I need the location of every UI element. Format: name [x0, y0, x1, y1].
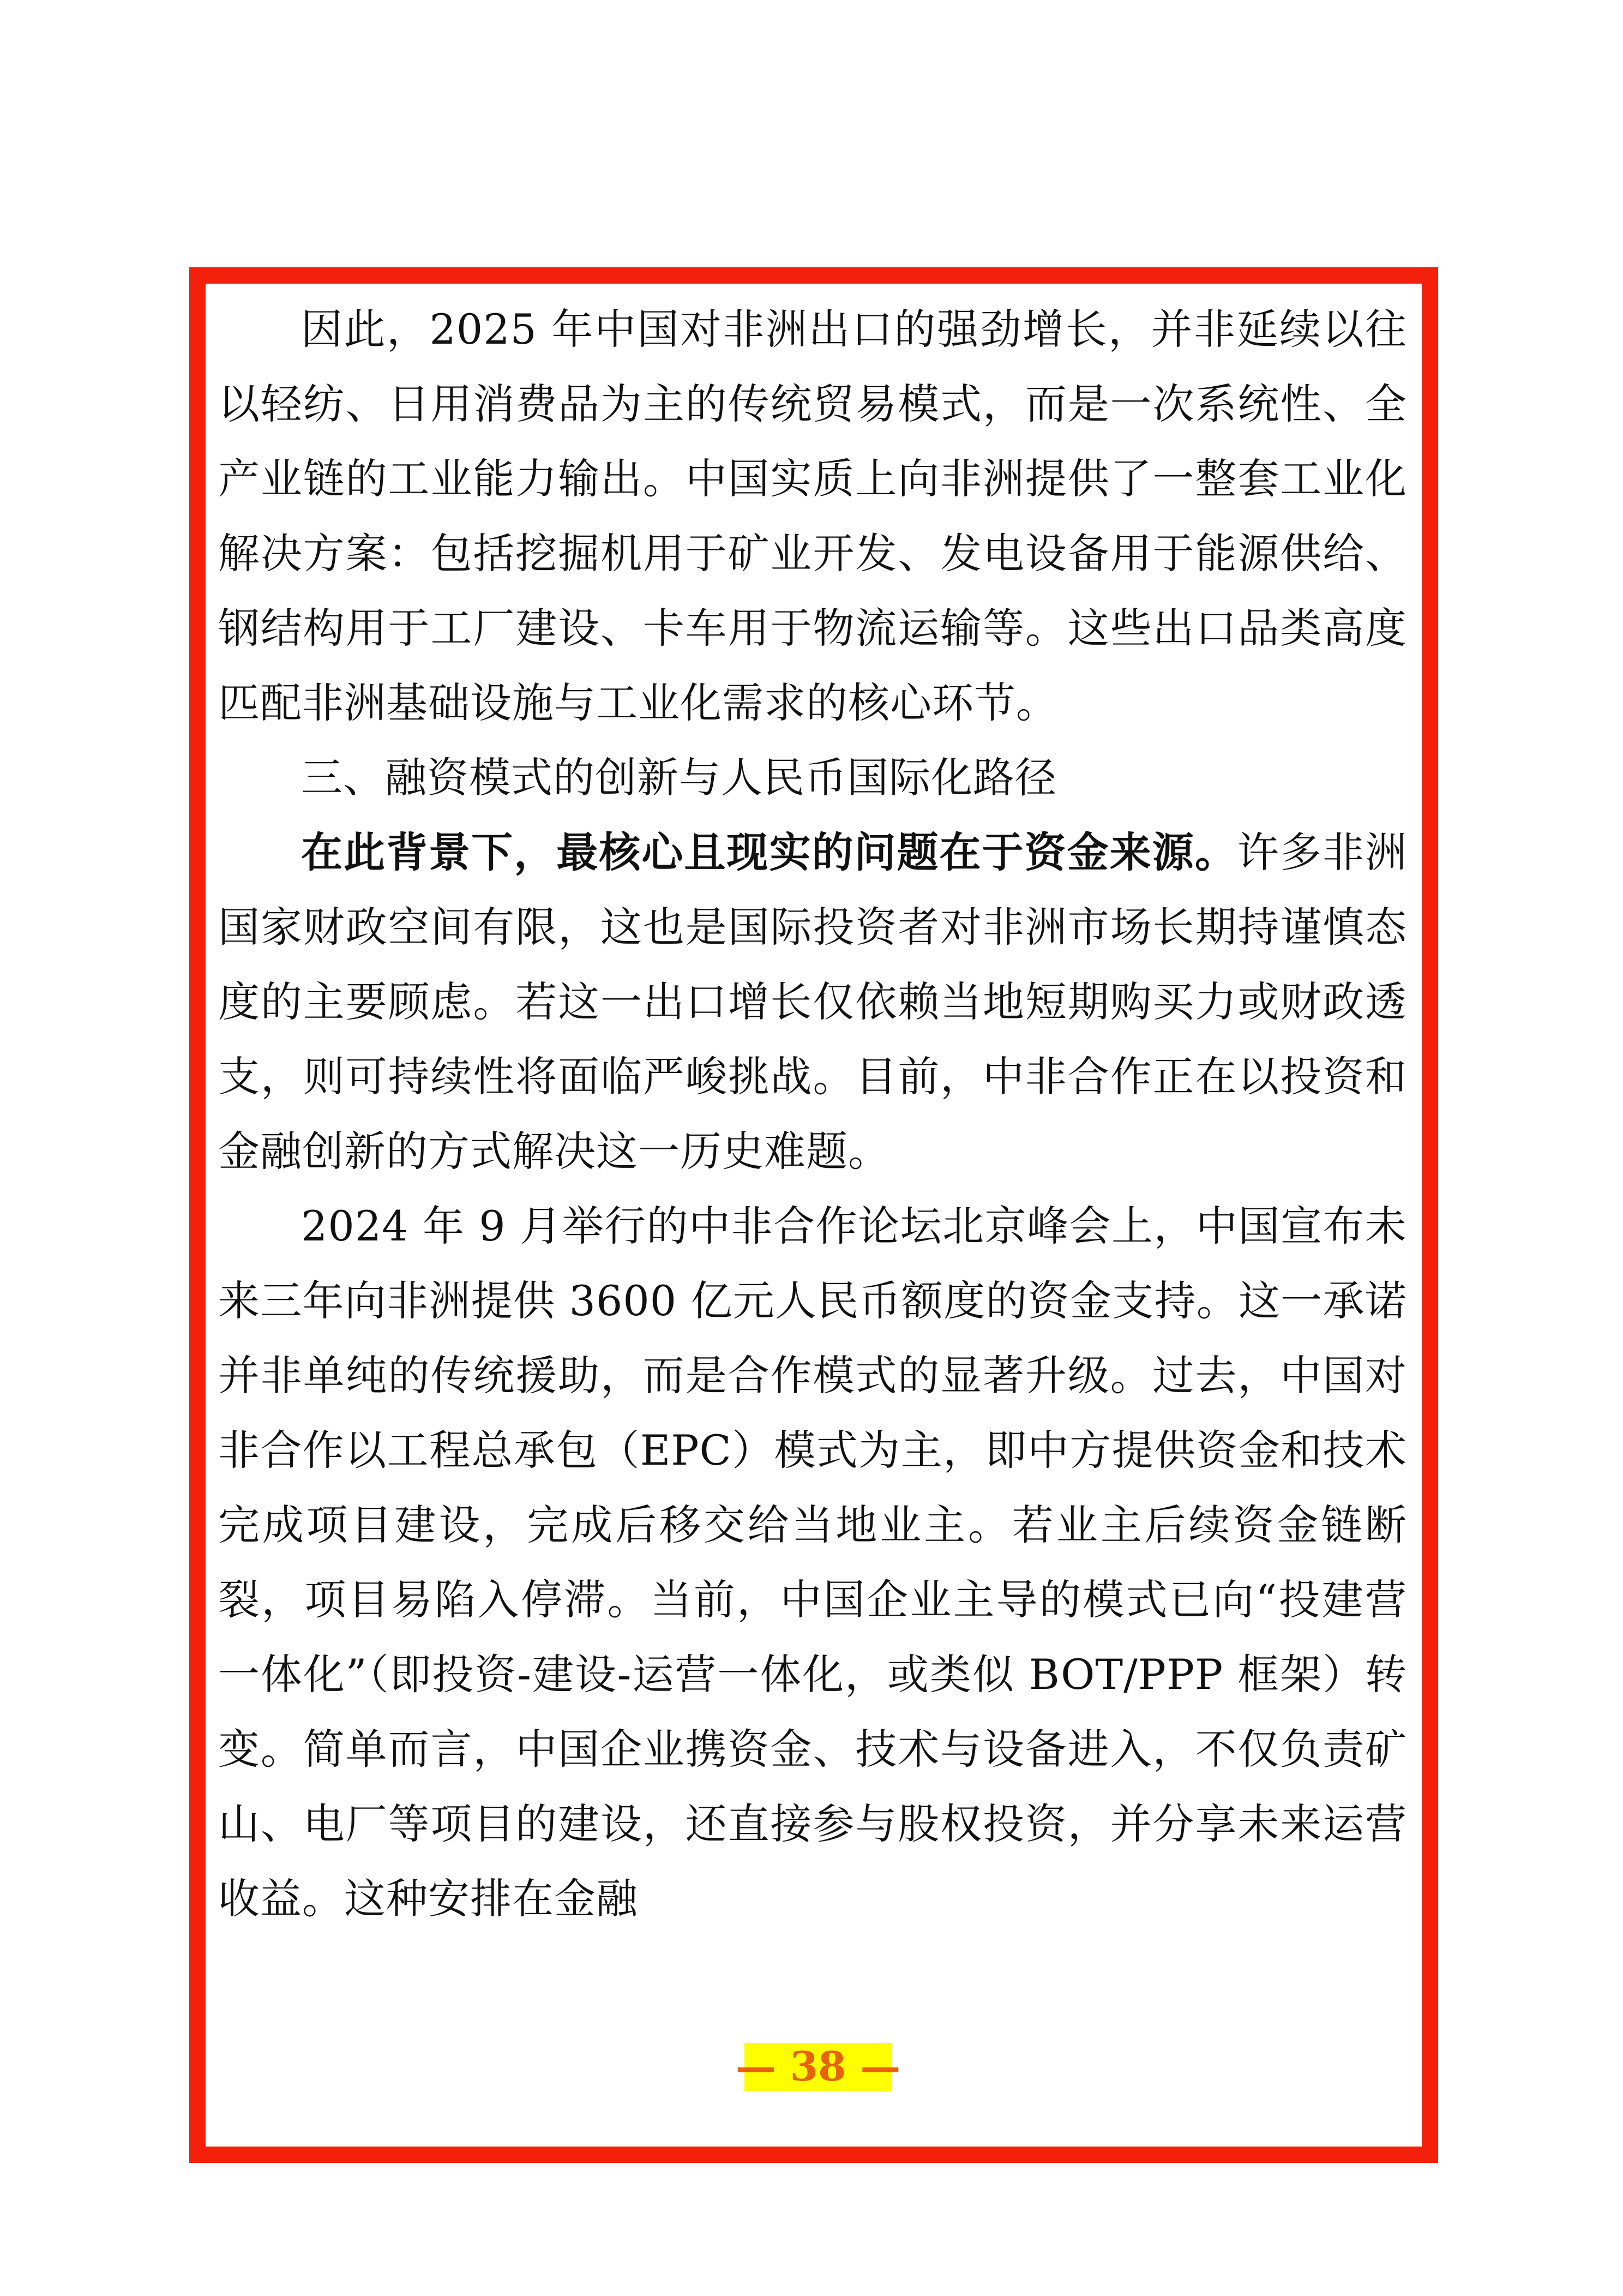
document-body	[218, 292, 1407, 1936]
paragraph-lead-bold: 在此背景下，最核心且现实的问题在于资金来源。	[301, 828, 1237, 877]
section-heading: 三、融资模式的创新与人民币国际化路径	[301, 753, 1057, 802]
paragraph-funding-source	[218, 815, 1407, 1189]
page-number-badge: — 38 —	[735, 2043, 901, 2090]
paragraph-funding-text: 许多非洲国家财政空间有限，这也是国际投资者对非洲市场长期持谨慎态度的主要顾虑。若这一出口增长仅依赖当地短期购买力或财政透支，则可持续性将面临严峻挑战。目前，中非合作正在以投资和金融创新的方式解决这一历史难题。	[218, 828, 1408, 1176]
paragraph-focac-summit: 2024 年 9 月举行的中非合作论坛北京峰会上，中国宣布未来三年向非洲提供 3600 亿元人民币额度的资金支持。这一承诺并非单纯的传统援助，而是合作模式的显著升级。过去，中国对非合作以工程总承包（EPC）模式为主，即中方提供资金和技术完成项目建设，完成后移交给当地业主。若业主后续资金链断裂，项目易陷入停滞。当前，中国企业主导的模式已向“投建营一体化”（即投资-建设-运营一体化，或类似 BOT/PPP 框架）转变。简单而言，中国企业携资金、技术与设备进入，不仅负责矿山、电厂等项目的建设，还直接参与股权投资，并分享未来运营收益。这种安排在金融	[218, 1202, 1407, 1923]
paragraph-industrial-export: 因此，2025 年中国对非洲出口的强劲增长，并非延续以往以轻纺、日用消费品为主的传统贸易模式，而是一次系统性、全产业链的工业能力输出。中国实质上向非洲提供了一整套工业化解决方案：包括挖掘机用于矿业开发、发电设备用于能源供给、钢结构用于工厂建设、卡车用于物流运输等。这些出口品类高度匹配非洲基础设施与工业化需求的核心环节。	[218, 305, 1407, 727]
